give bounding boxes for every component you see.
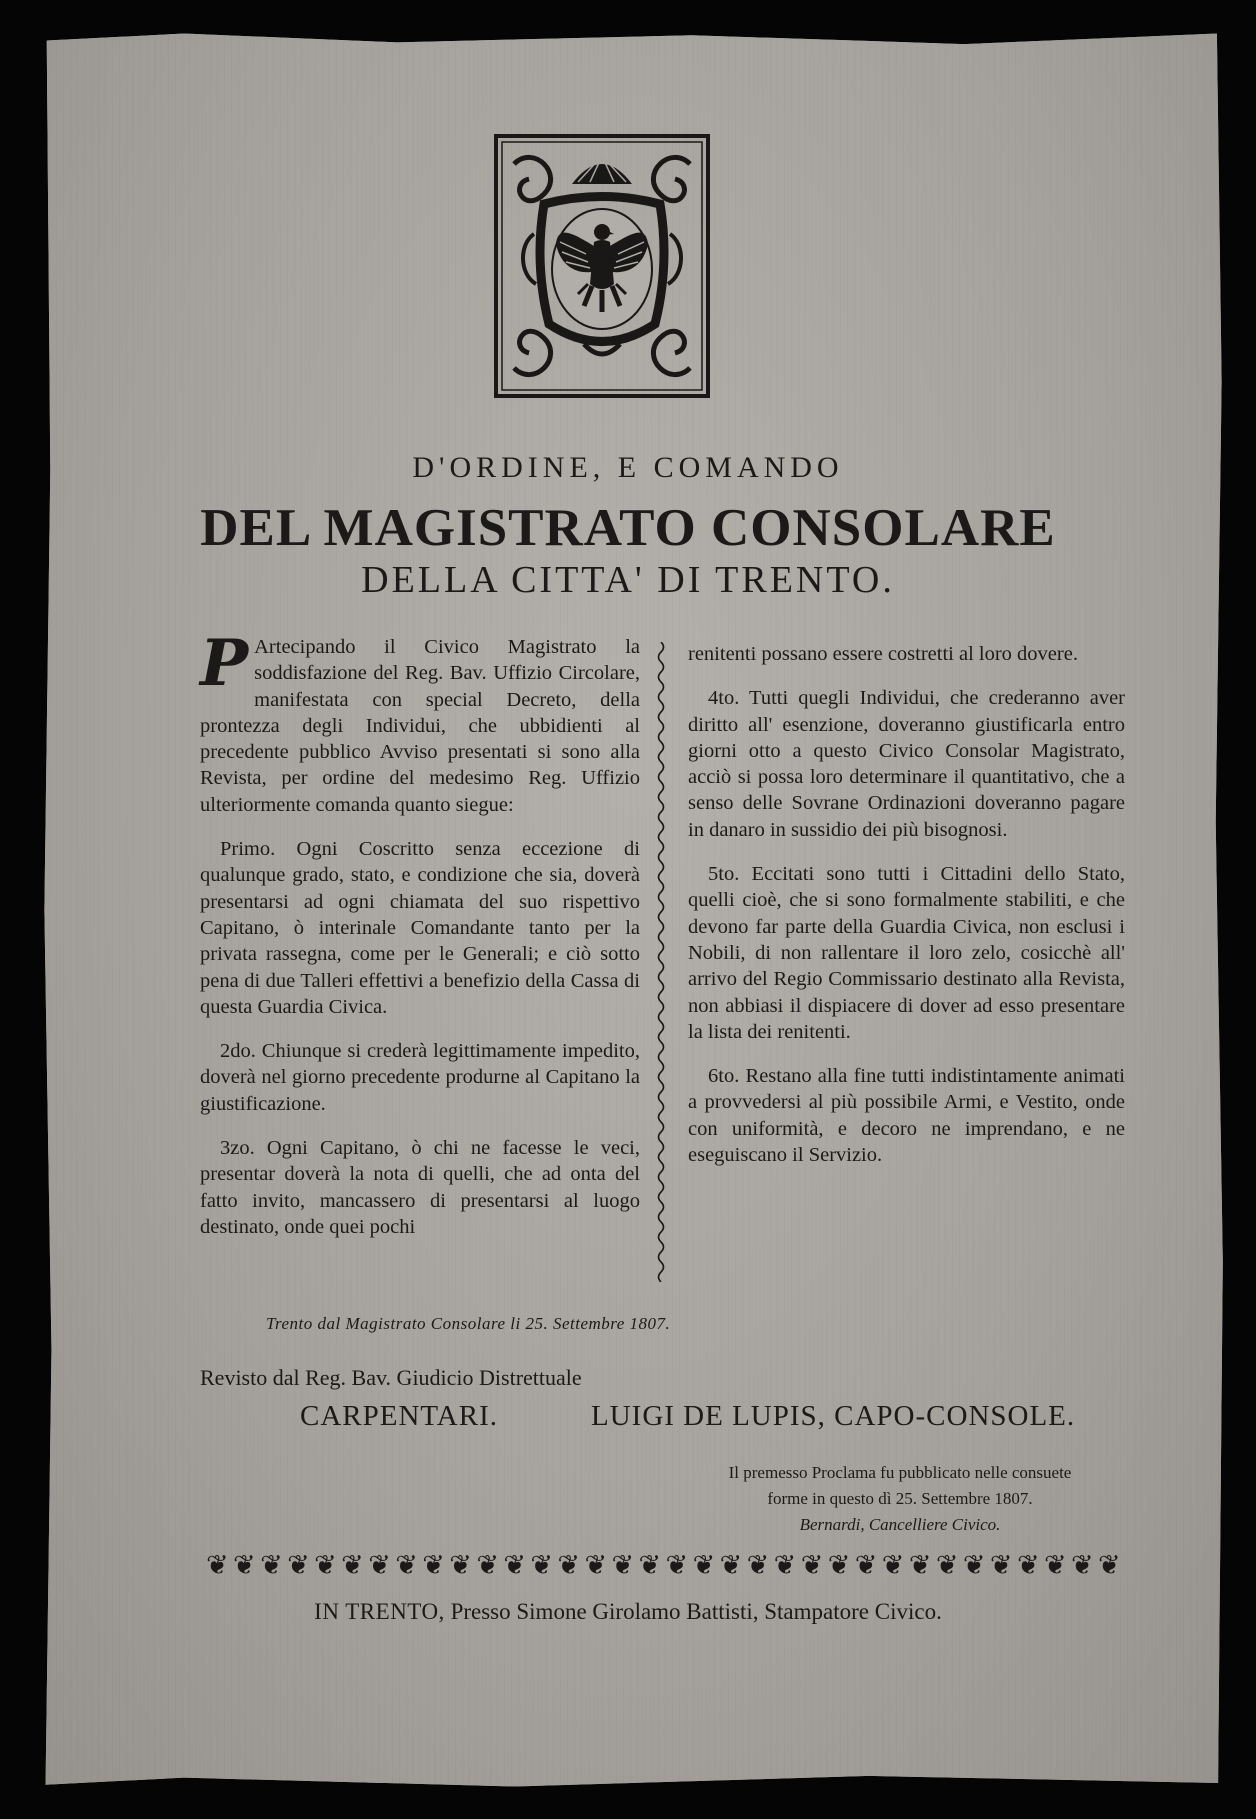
header-line-order: D'ORDINE, E COMANDO [412,451,844,484]
header-line-magistrate: DEL MAGISTRATO CONSOLARE [200,499,1056,557]
fleuron-icon: ❦ [773,1550,797,1581]
fleuron-icon: ❦ [395,1550,418,1581]
fleuron-icon: ❦ [341,1550,364,1581]
fleuron-icon: ❦ [935,1550,959,1581]
publication-note-signer: Bernardi, Cancelliere Civico. [799,1515,1001,1534]
dateline: Trento dal Magistrato Consolare li 25. Settembre 1807. [266,1314,671,1333]
fleuron-icon: ❦ [989,1550,1013,1581]
fleuron-icon: ❦ [611,1550,635,1581]
fleuron-icon: ❦ [692,1550,716,1581]
printer-imprint [0,1599,1256,1625]
article-quarto: 4to. Tutti quegli Individui, che crederanno aver diritto all' esenzione, doveranno giustificarla entro giorni otto a questo Civico Consolar Magistrato, acciò si possa loro determinare il quantitativo, che a senso delle Sovrane Ordinazioni doveranno pagare in danaro in sussidio dei più bisognosi. [688,687,1125,841]
revisto-line: Revisto dal Reg. Bav. Giudicio Distrettuale [200,1365,582,1390]
fleuron-icon: ❦ [746,1550,770,1581]
signature-carpentari: CARPENTARI. [300,1400,498,1432]
publication-note-line2: forme in questo dì 25. Settembre 1807. [767,1489,1033,1508]
imprint-printer: Presso Simone Girolamo Battisti, Stampatore Civico. [450,1599,942,1624]
fleuron-icon: ❦ [557,1550,581,1581]
eagle-crest-icon [494,134,710,398]
signature-de-lupis: LUIGI DE LUPIS, CAPO-CONSOLE. [591,1400,1076,1432]
fleuron-icon: ❦ [584,1550,608,1581]
dropcap: P [200,626,249,701]
intro-paragraph [200,626,640,818]
fleuron-icon: ❦ [800,1550,824,1581]
article-terzo: 3zo. Ogni Capitano, ò chi ne facesse le veci, presentar doverà la nota di quelli, che ad onta del fatto invito, mancassero di presentarsi al luogo destinato, onde quei pochi [200,1137,640,1238]
fleuron-icon: ❦ [503,1550,526,1581]
fleuron-icon: ❦ [1098,1550,1121,1581]
article-quinto: 5to. Eccitati sono tutti i Cittadini dello Stato, quelli cioè, che si sono formalmente stabiliti, e che devono far parte della Guardia Civica, non esclusi i Nobili, di non rallentare il loro zelo, cosicchè all' arrivo del Regio Commissario destinato alla Revista, non abbiasi il dispiacere di dover ad esso presentare la lista dei renitenti. [688,863,1125,1043]
fleuron-ornament-row [206,1551,1121,1581]
continuation-paragraph: renitenti possano essere costretti al loro dovere. [688,643,1078,665]
fleuron-icon: ❦ [881,1550,905,1581]
fleuron-icon: ❦ [962,1550,986,1581]
fleuron-icon: ❦ [314,1550,337,1581]
article-primo: Primo. Ogni Coscritto senza eccezione di qualunque grado, stato, e condizione che sia, doverà presentarsi ad ogni chiamata del suo rispettivo Capitano, ò interinale Comandante tanto per la privata rassegna, come per le Generali; e ciò sotto pena di due Talleri effettivi a benefizio della Cassa di questa Guardia Civica. [200,838,640,1018]
fleuron-icon: ❦ [908,1550,932,1581]
right-column [688,641,1125,1186]
fleuron-icon: ❦ [449,1550,472,1581]
fleuron-icon: ❦ [260,1550,283,1581]
imprint-place: IN TRENTO, [314,1599,445,1624]
left-column [200,626,640,1258]
fleuron-icon: ❦ [719,1550,743,1581]
header-line-city: DELLA CITTA' DI TRENTO. [361,559,895,601]
article-sesto: 6to. Restano alla fine tutti indistintamente animati a provvedersi al più possibile Armi, e Vestito, onde con uniformità, e decoro ne imprendano, e ne eseguiscano il Servizio. [688,1065,1125,1167]
fleuron-icon: ❦ [287,1550,310,1581]
fleuron-icon: ❦ [368,1550,391,1581]
fleuron-icon: ❦ [422,1550,445,1581]
fleuron-icon: ❦ [476,1550,499,1581]
fleuron-icon: ❦ [854,1550,878,1581]
publication-note [690,1460,1110,1538]
intro-text: Artecipando il Civico Magistrato la soddisfazione del Reg. Bav. Uffizio Circolare, manifestata con special Decreto, della prontezza degli Individui, che ubbidienti al precedente pubblico Avviso presentati si sono alla Revista, per ordine del medesimo Reg. Uffizio ulteriormente comanda quanto siegue: [200,636,640,816]
column-divider [655,642,667,1282]
fleuron-icon: ❦ [827,1550,851,1581]
fleuron-icon: ❦ [233,1550,256,1581]
fleuron-icon: ❦ [638,1550,662,1581]
fleuron-icon: ❦ [1043,1550,1067,1581]
fleuron-icon: ❦ [530,1550,553,1581]
fleuron-icon: ❦ [1016,1550,1040,1581]
fleuron-icon: ❦ [206,1550,229,1581]
publication-note-line1: Il premesso Proclama fu pubblicato nelle consuete [728,1463,1072,1482]
article-secondo: 2do. Chiunque si crederà legittimamente impedito, doverà nel giorno precedente produrne al Capitano la giustificazione. [200,1040,640,1115]
fleuron-icon: ❦ [1071,1550,1094,1581]
fleuron-icon: ❦ [665,1550,689,1581]
